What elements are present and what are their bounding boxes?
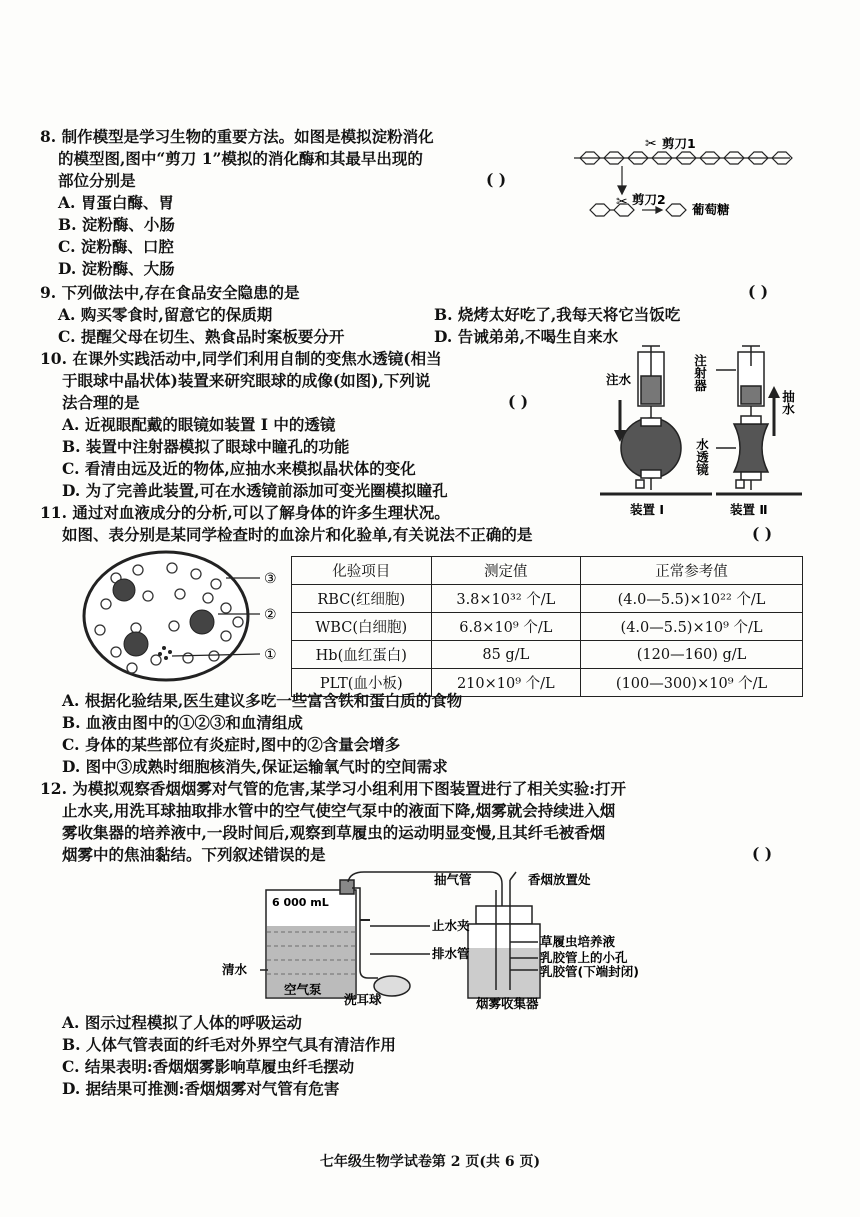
extract-water-label: 抽水 xyxy=(780,390,796,415)
scissors2-label: 剪刀2 xyxy=(632,192,666,207)
table-cell: (4.0—5.5)×10⁹ 个/L xyxy=(581,613,803,641)
lab-report-table xyxy=(291,556,803,697)
table-cell: (4.0—5.5)×10²² 个/L xyxy=(581,585,803,613)
hole-label: 乳胶管上的小孔 xyxy=(540,950,628,965)
page-footer: 七年级生物学试卷第 2 页(共 6 页) xyxy=(319,1154,541,1170)
q12-stem-line1: 12. 为模拟观察香烟烟雾对气管的危害,某学习小组利用下图装置进行了相关实验:打开 xyxy=(40,779,626,798)
scissors-icon: ✂ xyxy=(616,194,628,210)
table-row xyxy=(292,585,803,613)
table-cell: (120—160) g/L xyxy=(581,641,803,669)
table-cell: Hb(血红蛋白) xyxy=(292,641,432,669)
water-lens-figure xyxy=(596,346,806,518)
q11-option-d[interactable]: D. 图中③成熟时细胞核消失,保证运输氧气时的空间需求 xyxy=(62,757,448,776)
inject-water-text: 注水 xyxy=(606,372,632,387)
inject-water-label xyxy=(606,372,632,387)
table-header-row xyxy=(292,557,803,585)
q10-option-c[interactable]: C. 看清由远及近的物体,应抽水来模拟晶状体的变化 xyxy=(62,459,416,478)
table-cell: 210×10⁹ 个/L xyxy=(431,669,581,697)
q9-option-c[interactable]: C. 提醒父母在切生、熟食品时案板要分开 xyxy=(58,327,345,346)
q11-option-b[interactable]: B. 血液由图中的①②③和血清组成 xyxy=(62,713,303,732)
q9-option-d[interactable]: D. 告诫弟弟,不喝生自来水 xyxy=(434,327,619,346)
blood-smear-figure xyxy=(76,548,286,688)
clamp-label: 止水夹 xyxy=(432,918,470,933)
q10-answer-paren[interactable]: ( ) xyxy=(508,392,529,411)
q11-stem-line1: 11. 通过对血液成分的分析,可以了解身体的许多生理状况。 xyxy=(40,503,450,522)
q12-option-b[interactable]: B. 人体气管表面的纤毛对外界空气具有清洁作用 xyxy=(62,1035,396,1054)
latex-tube-label: 乳胶管(下端封闭) xyxy=(540,964,639,979)
table-row xyxy=(292,613,803,641)
q10-stem-line1: 10. 在课外实践活动中,同学们利用自制的变焦水透镜(相当 xyxy=(40,349,442,368)
water-label: 清水 xyxy=(222,962,248,977)
q9-option-a[interactable]: A. 购买零食时,留意它的保质期 xyxy=(58,305,273,324)
q11-answer-paren[interactable]: ( ) xyxy=(752,524,773,543)
bulb-label: 洗耳球 xyxy=(344,992,382,1007)
cigarette-holder-label: 香烟放置处 xyxy=(528,872,591,887)
q12-option-a[interactable]: A. 图示过程模拟了人体的呼吸运动 xyxy=(62,1013,302,1032)
table-cell: 85 g/L xyxy=(431,641,581,669)
table-cell: 3.8×10³² 个/L xyxy=(431,585,581,613)
header-item: 化验项目 xyxy=(292,557,432,585)
q10-option-d[interactable]: D. 为了完善此装置,可在水透镜前添加可变光圈模拟瞳孔 xyxy=(62,481,448,500)
table-cell: PLT(血小板) xyxy=(292,669,432,697)
culture-label: 草履虫培养液 xyxy=(540,934,616,949)
table-cell: WBC(白细胞) xyxy=(292,613,432,641)
q10-option-a[interactable]: A. 近视眼配戴的眼镜如装置 Ⅰ 中的透镜 xyxy=(62,415,336,434)
device1-label: 装置 Ⅰ xyxy=(630,502,665,517)
table-cell: 6.8×10⁹ 个/L xyxy=(431,613,581,641)
q12-answer-paren[interactable]: ( ) xyxy=(752,844,773,863)
q9-stem: 9. 下列做法中,存在食品安全隐患的是 xyxy=(40,283,300,302)
q8-answer-paren[interactable]: ( ) xyxy=(486,170,507,189)
q12-stem-line3: 雾收集器的培养液中,一段时间后,观察到草履虫的运动明显变慢,且其纤毛被香烟 xyxy=(62,823,606,842)
collector-label: 烟雾收集器 xyxy=(476,996,539,1011)
syringe-label: 注射器 xyxy=(692,354,708,392)
q11-stem-line2: 如图、表分别是某同学检查时的血涂片和化验单,有关说法不正确的是 xyxy=(62,525,533,544)
table-cell: (100—300)×10⁹ 个/L xyxy=(581,669,803,697)
device2-label: 装置 Ⅱ xyxy=(730,502,768,517)
q8-stem-line2: 的模型图,图中“剪刀 1”模拟的消化酶和其最早出现的 xyxy=(58,149,423,168)
q10-stem-line3: 法合理的是 xyxy=(62,393,140,412)
q8-option-d[interactable]: D. 淀粉酶、大肠 xyxy=(58,259,175,278)
q8-option-c[interactable]: C. 淀粉酶、口腔 xyxy=(58,237,174,256)
q11-option-a[interactable]: A. 根据化验结果,医生建议多吃一些富含铁和蛋白质的食物 xyxy=(62,691,463,710)
starch-digestion-figure xyxy=(570,124,800,234)
marker-1: ① xyxy=(264,647,277,663)
header-reference: 正常参考值 xyxy=(581,557,803,585)
q11-option-c[interactable]: C. 身体的某些部位有炎症时,图中的②含量会增多 xyxy=(62,735,401,754)
smoke-apparatus-figure xyxy=(220,870,680,1010)
volume-label: 6 000 mL xyxy=(272,896,329,909)
water-lens-label: 水透镜 xyxy=(694,438,710,476)
q12-stem-line4: 烟雾中的焦油黏结。下列叙述错误的是 xyxy=(62,845,326,864)
drain-tube-label: 排水管 xyxy=(432,946,470,961)
arrow-up-icon xyxy=(768,386,780,398)
air-tube-label: 抽气管 xyxy=(434,872,472,887)
q10-option-b[interactable]: B. 装置中注射器模拟了眼球中瞳孔的功能 xyxy=(62,437,350,456)
q8-stem-line3: 部位分别是 xyxy=(58,171,136,190)
q10-stem-line2: 于眼球中晶状体)装置来研究眼球的成像(如图),下列说 xyxy=(62,371,431,390)
q12-option-c[interactable]: C. 结果表明:香烟烟雾影响草履虫纤毛摆动 xyxy=(62,1057,355,1076)
q8-option-a[interactable]: A. 胃蛋白酶、胃 xyxy=(58,193,174,212)
air-pump-label: 空气泵 xyxy=(284,982,322,997)
q9-option-b[interactable]: B. 烧烤太好吃了,我每天将它当饭吃 xyxy=(434,305,681,324)
scissors-icon: ✂ xyxy=(645,136,657,152)
table-cell: RBC(红细胞) xyxy=(292,585,432,613)
header-measured: 测定值 xyxy=(431,557,581,585)
q8-stem-line1: 8. 制作模型是学习生物的重要方法。如图是模拟淀粉消化 xyxy=(40,127,434,146)
q8-option-b[interactable]: B. 淀粉酶、小肠 xyxy=(58,215,175,234)
marker-3: ③ xyxy=(264,571,277,587)
q12-stem-line2: 止水夹,用洗耳球抽取排水管中的空气使空气泵中的液面下降,烟雾就会持续进入烟 xyxy=(62,801,616,820)
q12-option-d[interactable]: D. 据结果可推测:香烟烟雾对气管有危害 xyxy=(62,1079,340,1098)
table-row xyxy=(292,641,803,669)
q9-answer-paren[interactable]: ( ) xyxy=(748,282,769,301)
marker-2: ② xyxy=(264,607,277,623)
glucose-label: 葡萄糖 xyxy=(692,202,730,217)
scissors1-label: 剪刀1 xyxy=(662,136,696,151)
